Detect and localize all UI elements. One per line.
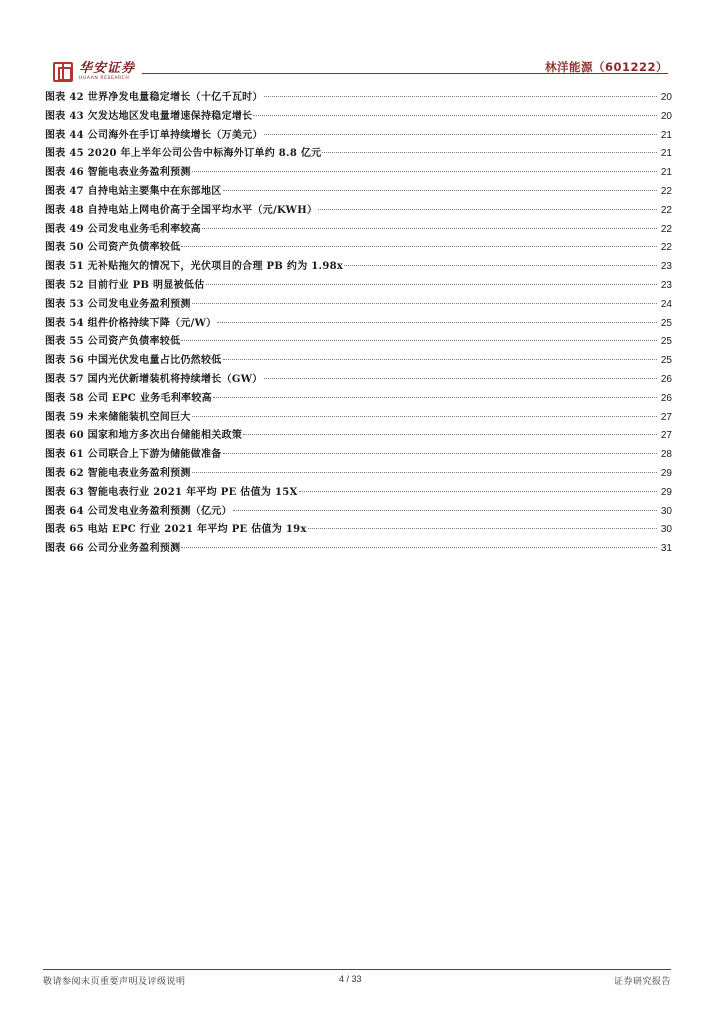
toc-entry-page[interactable]: 26: [660, 373, 672, 385]
toc-leader-dots: [344, 265, 657, 266]
toc-entry-label[interactable]: 图表 53 公司发电业务盈利预测: [45, 298, 191, 310]
toc-entry-page[interactable]: 29: [660, 467, 672, 479]
toc-entry[interactable]: [45, 145, 672, 164]
toc-entry-page[interactable]: 23: [660, 261, 672, 273]
toc-entry-label[interactable]: 图表 54 组件价格持续下降（元/W）: [45, 317, 217, 329]
toc-entry-label[interactable]: 图表 64 公司发电业务盈利预测（亿元）: [45, 505, 232, 517]
toc-leader-dots: [223, 190, 657, 191]
toc-entry-label[interactable]: 图表 50 公司资产负债率较低: [45, 242, 181, 254]
toc-entry-page[interactable]: 22: [660, 185, 672, 197]
toc-leader-dots: [233, 510, 657, 511]
toc-entry[interactable]: [45, 409, 672, 428]
toc-entry-page[interactable]: 27: [660, 411, 672, 423]
toc-entry[interactable]: [45, 277, 672, 296]
toc-entry[interactable]: [45, 390, 672, 409]
toc-entry-page[interactable]: 28: [660, 449, 672, 461]
toc-entry-label[interactable]: 图表 51 无补贴拖欠的情况下，光伏项目的合理 PB 约为 1.98x: [45, 261, 344, 273]
toc-entry-label[interactable]: 图表 55 公司资产负债率较低: [45, 336, 181, 348]
toc-leader-dots: [192, 416, 657, 417]
toc-entry-label[interactable]: 图表 60 国家和地方多次出台储能相关政策: [45, 430, 243, 442]
toc-entry-label[interactable]: 图表 66 公司分业务盈利预测: [45, 543, 181, 555]
toc-entry[interactable]: [45, 540, 672, 559]
toc-entry-label[interactable]: 图表 61 公司联合上下游为储能做准备: [45, 449, 222, 461]
toc-entry[interactable]: [45, 89, 672, 108]
toc-entry-label[interactable]: 图表 46 智能电表业务盈利预测: [45, 167, 191, 179]
toc-entry-label[interactable]: 图表 42 世界净发电量稳定增长（十亿千瓦时）: [45, 92, 263, 103]
logo-cn: 华安证券: [79, 61, 136, 76]
toc-entry-label[interactable]: 图表 45 2020 年上半年公司公告中标海外订单约 8.8 亿元: [45, 148, 322, 160]
logo-text: [79, 62, 135, 82]
toc-leader-dots: [206, 284, 657, 285]
toc-entry[interactable]: [45, 333, 672, 352]
toc-entry-page[interactable]: 20: [660, 92, 672, 103]
toc-entry-page[interactable]: 30: [660, 524, 672, 536]
toc-leader-dots: [181, 340, 657, 341]
toc-entry[interactable]: [45, 427, 672, 446]
seal-icon: [53, 62, 73, 82]
footer-doc-type: 证券研究报告: [613, 977, 671, 987]
toc-leader-dots: [253, 115, 657, 116]
toc-entry[interactable]: [45, 484, 672, 503]
toc-entry[interactable]: [45, 183, 672, 202]
toc-entry-page[interactable]: 30: [660, 505, 672, 517]
page-number: 4 / 33: [339, 974, 362, 984]
toc-entry-page[interactable]: 31: [660, 543, 672, 555]
toc-entry-label[interactable]: 图表 62 智能电表业务盈利预测: [45, 467, 191, 479]
toc-entry-page[interactable]: 22: [660, 223, 672, 235]
toc-leader-dots: [243, 434, 657, 435]
toc-entry-page[interactable]: 22: [660, 242, 672, 254]
toc-entry-label[interactable]: 图表 57 国内光伏新增装机将持续增长（GW）: [45, 373, 263, 385]
toc-entry-label[interactable]: 图表 63 智能电表行业 2021 年平均 PE 估值为 15X: [45, 486, 298, 498]
toc-leader-dots: [264, 378, 657, 379]
toc-entry-label[interactable]: 图表 47 自持电站主要集中在东部地区: [45, 185, 222, 197]
huaan-logo: [53, 62, 135, 86]
toc-entry[interactable]: [45, 202, 672, 221]
logo-en: HUAAN RESEARCH: [79, 76, 130, 81]
toc-leader-dots: [318, 209, 657, 210]
toc-entry-label[interactable]: 图表 59 未来储能装机空间巨大: [45, 411, 191, 423]
toc-entry[interactable]: [45, 503, 672, 522]
toc-entry[interactable]: [45, 164, 672, 183]
toc-entry[interactable]: [45, 221, 672, 240]
toc-entry-page[interactable]: 25: [660, 317, 672, 329]
toc-entry[interactable]: [45, 371, 672, 390]
toc-entry-page[interactable]: 27: [660, 430, 672, 442]
toc-entry[interactable]: [45, 446, 672, 465]
toc-leader-dots: [217, 322, 657, 323]
toc-entry-label[interactable]: 图表 58 公司 EPC 业务毛利率较高: [45, 392, 212, 404]
toc-entry-page[interactable]: 25: [660, 336, 672, 348]
toc-entry-page[interactable]: 25: [660, 355, 672, 367]
toc-entry-page[interactable]: 21: [660, 129, 672, 141]
toc-entry-page[interactable]: 20: [660, 110, 672, 122]
toc-leader-dots: [192, 472, 657, 473]
toc-entry-page[interactable]: 24: [660, 298, 672, 310]
toc-entry-label[interactable]: 图表 44 公司海外在手订单持续增长（万美元）: [45, 129, 263, 141]
footer-rule: [43, 969, 671, 970]
toc-entry-label[interactable]: 图表 65 电站 EPC 行业 2021 年平均 PE 估值为 19x: [45, 524, 307, 536]
toc-entry[interactable]: [45, 258, 672, 277]
toc-entry[interactable]: [45, 465, 672, 484]
toc-entry-page[interactable]: 23: [660, 279, 672, 291]
toc-leader-dots: [264, 96, 657, 97]
toc-leader-dots: [181, 246, 657, 247]
toc-entry[interactable]: [45, 315, 672, 334]
toc-leader-dots: [181, 547, 657, 548]
toc-entry-label[interactable]: 图表 43 欠发达地区发电量增速保持稳定增长: [45, 110, 253, 122]
toc-leader-dots: [264, 134, 657, 135]
toc-leader-dots: [192, 171, 657, 172]
toc-entry[interactable]: [45, 521, 672, 540]
page-footer: [43, 974, 671, 988]
toc-entry[interactable]: [45, 352, 672, 371]
toc-entry-label[interactable]: 图表 48 自持电站上网电价高于全国平均水平（元/KWH）: [45, 204, 318, 216]
toc-leader-dots: [213, 397, 657, 398]
toc-leader-dots: [308, 528, 657, 529]
toc-leader-dots: [322, 152, 657, 153]
page-header: [48, 56, 668, 86]
toc-entry-page[interactable]: 21: [660, 167, 672, 179]
toc-entry-page[interactable]: 26: [660, 392, 672, 404]
toc-entry[interactable]: [45, 296, 672, 315]
toc-leader-dots: [192, 303, 657, 304]
toc-entry-page[interactable]: 29: [660, 486, 672, 498]
toc-leader-dots: [202, 228, 657, 229]
company-title: 林洋能源（601222）: [544, 60, 668, 74]
toc-leader-dots: [223, 453, 657, 454]
toc-entry[interactable]: [45, 239, 672, 258]
toc-leader-dots: [299, 491, 657, 492]
toc-entry[interactable]: [45, 108, 672, 127]
toc-entry-label[interactable]: 图表 49 公司发电业务毛利率较高: [45, 223, 201, 235]
toc-entry-page[interactable]: 21: [660, 148, 672, 160]
toc-entry-page[interactable]: 22: [660, 204, 672, 216]
toc-entry-label[interactable]: 图表 56 中国光伏发电量占比仍然较低: [45, 355, 222, 367]
footer-disclaimer: 敬请参阅末页重要声明及评级说明: [43, 977, 186, 987]
toc-entry[interactable]: [45, 127, 672, 146]
figure-index-list: [45, 89, 672, 559]
toc-leader-dots: [223, 359, 657, 360]
toc-entry-label[interactable]: 图表 52 目前行业 PB 明显被低估: [45, 279, 205, 291]
